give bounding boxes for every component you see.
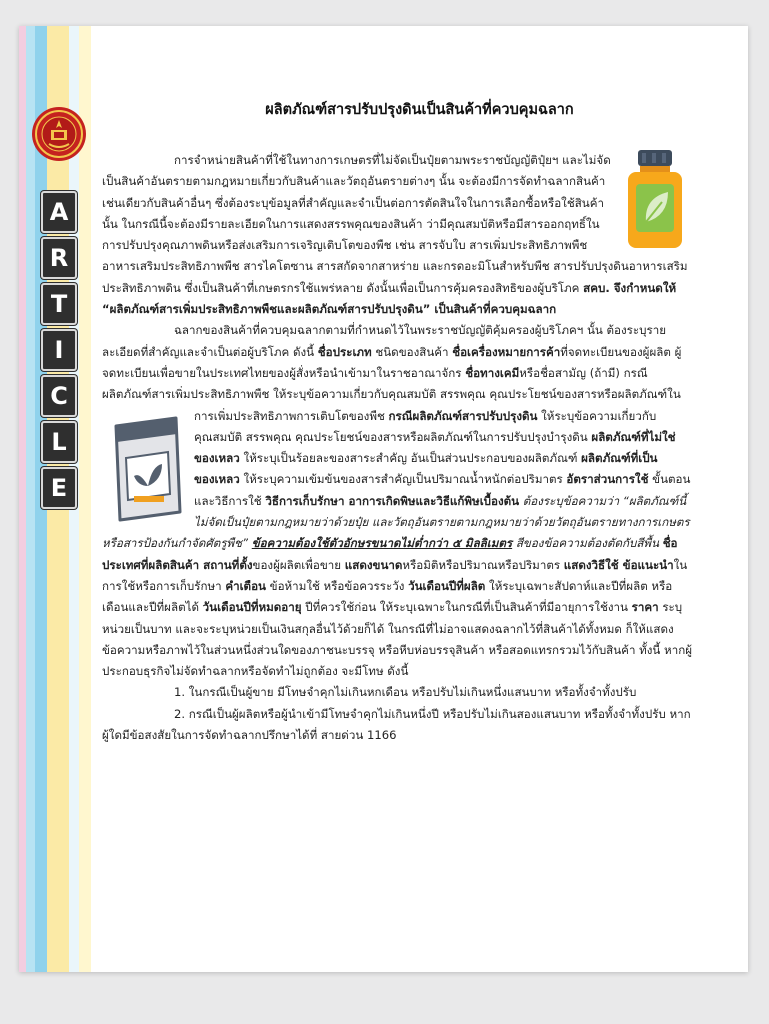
intro-text: การจำหน่ายสินค้าที่ใช้ในทางการเกษตรที่ไม่จัดเป็นปุ๋ยตามพระราชบัญญัติปุ๋ยฯ และไม่จัดเป็นสินค้าอันตรายตามกฎหมายเกี่ยวกับสินค้าและวัตถุอันตรายต่างๆ นั้น จะต้องมีการจัดทำฉลากสินค้าเช่นเดียวกับสินค้าอื่นๆ ซึ่งต้องระบุข้อมูลที่สำคัญและจำเป็นต่อการตัดสินใจในการเลือกซื้อหรือใช้สินค้านั้น ในกรณีนี้จะต้องมีรายละเอียดในการแสดงสรรพคุณของสินค้า ว่ามีคุณสมบัติหรือมีสารออกฤทธิ์ในการปรับปรุงคุณภาพดินหรือส่งเสริมการเจริญเติบโตของพืช เช่น สารจับใบ สารเพิ่มประสิทธิภาพพืช อาหารเสริมประสิทธิภาพพืช สารไคโตซาน สารสกัดจากสาหร่าย และกรดอะมิโนสำหรับพืช สารปรับปรุงดินอาหารเสริมประสิทธิภาพดิน ซึ่งเป็นสินค้าที่เกษตรกรใช้แพร่หลาย ดังนั้นเพื่อเป็นการคุ้มครองสิทธิของผู้บริโภค (102, 153, 688, 295)
penalty-item-1: 1. ในกรณีเป็นผู้ขาย มีโทษจำคุกไม่เกินหกเดือน หรือปรับไม่เกินหนึ่งแสนบาท หรือทั้งจำทั้งปรับ (174, 685, 637, 700)
article-title: ผลิตภัณฑ์สารปรับปรุงดินเป็นสินค้าที่ควบคุมฉลาก (265, 102, 574, 118)
article-letter-strip (41, 191, 77, 513)
fertilizer-bag-icon (110, 412, 182, 524)
paragraph-intro (102, 150, 692, 320)
req-text: ในการใช้หรือการเก็บรักษา (102, 557, 688, 593)
banner-letter: C (41, 375, 77, 417)
req-text: ข้อห้ามใช้ หรือข้อควรระวัง (269, 578, 405, 593)
banner-letter: A (41, 191, 77, 233)
req-bold: ชื่อทางเคมี (465, 365, 520, 380)
req-italic: สีของข้อความต้องตัดกับสีพื้น (515, 536, 659, 551)
article-body (102, 150, 692, 746)
req-text: ที่จดทะเบียนของผู้ผลิต ผู้จดทะเบียนเพื่อขายในประเทศไทยของผู้สั่งหรือนำเข้ามาในราชอาณาจักร (102, 344, 682, 380)
req-bold: แสดงวิธีใช้ ข้อแนะนำ (563, 557, 674, 572)
req-bold: ชื่อประเภท (317, 344, 372, 359)
side-ribbon-cream (79, 26, 91, 972)
req-text: ของผู้ผลิตเพื่อขาย (252, 557, 342, 572)
req-bold: วันเดือนปีที่ผลิต (408, 578, 486, 593)
paragraph-label-requirements (102, 320, 692, 682)
banner-letter: I (41, 329, 77, 371)
banner-letter: R (41, 237, 77, 279)
req-bold: ราคา (631, 600, 659, 615)
banner-letter: E (41, 467, 77, 509)
req-text: หรือชื่อสามัญ (ถ้ามี) กรณีผลิตภัณฑ์สารเพิ่มประสิทธิภาพพืช ให้ระบุข้อความเกี่ยวกับคุณสมบัติ สรรพคุณ คุณประโยชน์ของสารหรือผลิตภัณฑ์ในการเพิ่มประสิทธิภาพการเติบโตของพืช (102, 365, 681, 423)
side-ribbon-lightblue (26, 26, 35, 972)
req-bold: กรณีผลิตภัณฑ์สารปรับปรุงดิน (388, 408, 538, 423)
req-text: ระบุหน่วยเป็นบาท และจะระบุหน่วยเป็นเงินสกุลอื่นไว้ด้วยก็ได้ ในกรณีที่ไม่อาจแสดงฉลากไว้ที่สินค้าได้ทั้งหมด ก็ให้แสดงข้อความหรือภาพไว้ในส่วนหนึ่งส่วนใดของภาชนะบรรจุ หรือหีบห่อบรรจุสินค้า หรือสอดแทรกรวมไว้กับสินค้า ทั้งนี้ หากผู้ประกอบธุรกิจไม่จัดทำฉลากหรือจัดทำไม่ถูกต้อง จะมีโทษ ดังนี้ (102, 600, 693, 679)
req-text: ชนิดของสินค้า (375, 344, 449, 359)
req-bold: แสดงขนาด (344, 557, 403, 572)
req-text: ให้ระบุความเข้มข้นของสารสำคัญเป็นปริมาณน้ำหนักต่อปริมาตร (243, 472, 563, 487)
req-text: ขั้นตอน และวิธีการใช้ (194, 472, 691, 508)
req-bold: ผลิตภัณฑ์ที่ไม่ใช่ของเหลว (194, 429, 676, 466)
req-text: ปีที่ควรใช้ก่อน ให้ระบุเฉพาะในกรณีที่เป็นสินค้าที่มีอายุการใช้งาน (305, 600, 628, 615)
side-ribbon-pink (19, 26, 26, 972)
req-bold: ชื่อประเทศที่ผลิตสินค้า สถานที่ตั้ง (102, 536, 678, 572)
req-bold: วันเดือนปีที่หมดอายุ (202, 600, 302, 615)
government-seal-icon (31, 106, 87, 162)
penalty-item-2: 2. กรณีเป็นผู้ผลิตหรือผู้นำเข้ามีโทษจำคุกไม่เกินหนึ่งปี หรือปรับไม่เกินสองแสนบาท หรือทั้งจำทั้งปรับ หากผู้ใดมีข้อสงสัยในการจัดทำฉลากปรึกษาได้ที่ สายด่วน 1166 (102, 706, 691, 743)
req-text: ให้ระบุข้อความเกี่ยวกับคุณสมบัติ สรรพคุณ คุณประโยชน์ของสารหรือผลิตภัณฑ์ในการปรับปรุงบำรุงดิน (194, 408, 657, 444)
req-bold: อัตราส่วนการใช้ (566, 472, 649, 487)
req-bold: ผลิตภัณฑ์ที่เป็นของเหลว (194, 451, 658, 487)
req-bold: คำเตือน (225, 578, 266, 593)
req-text: หรือมิติหรือปริมาณหรือปริมาตร (402, 557, 561, 572)
req-bold: ชื่อเครื่องหมายการค้า (452, 344, 561, 359)
req-text: ฉลากของสินค้าที่ควบคุมฉลากตามที่กำหนดไว้ในพระราชบัญญัติคุ้มครองผู้บริโภคฯ นั้น ต้องระบุรายละเอียดที่สำคัญและจำเป็นต่อผู้บริโภค ดังนี้ (102, 323, 667, 359)
req-underline-note: ข้อความต้องใช้ตัวอักษรขนาดไม่ต่ำกว่า ๕ มิลลิเมตร (251, 536, 513, 551)
req-text: ให้ระบุเฉพาะสัปดาห์และปีที่ผลิต หรือเดือนและปีที่ผลิตได้ (102, 578, 673, 615)
req-bold: วิธีการเก็บรักษา อาการเกิดพิษและวิธีแก้พิษเบื้องต้น (265, 493, 520, 508)
banner-letter: L (41, 421, 77, 463)
req-text: ให้ระบุเป็นร้อยละของสาระสำคัญ อันเป็นส่วนประกอบของผลิตภัณฑ์ (243, 451, 578, 466)
intro-bold-declaration: สคบ. จึงกำหนดให้ “ผลิตภัณฑ์สารเพิ่มประสิทธิภาพพืชและผลิตภัณฑ์สารปรับปรุงดิน” เป็นสินค้าที่ควบคุมฉลาก (102, 280, 677, 317)
req-italic: ต้องระบุข้อความว่า “ผลิตภัณฑ์นี้ไม่จัดเป็นปุ๋ยตามกฎหมายว่าด้วยปุ๋ย และวัตถุอันตรายตามกฎหมายว่าด้วยวัตถุอันตรายทางการเกษตร หรือสารป้องกันกำจัดศัตรูพืช” (102, 493, 690, 551)
fertilizer-jar-icon (624, 150, 686, 250)
article-page (19, 26, 748, 972)
banner-letter: T (41, 283, 77, 325)
